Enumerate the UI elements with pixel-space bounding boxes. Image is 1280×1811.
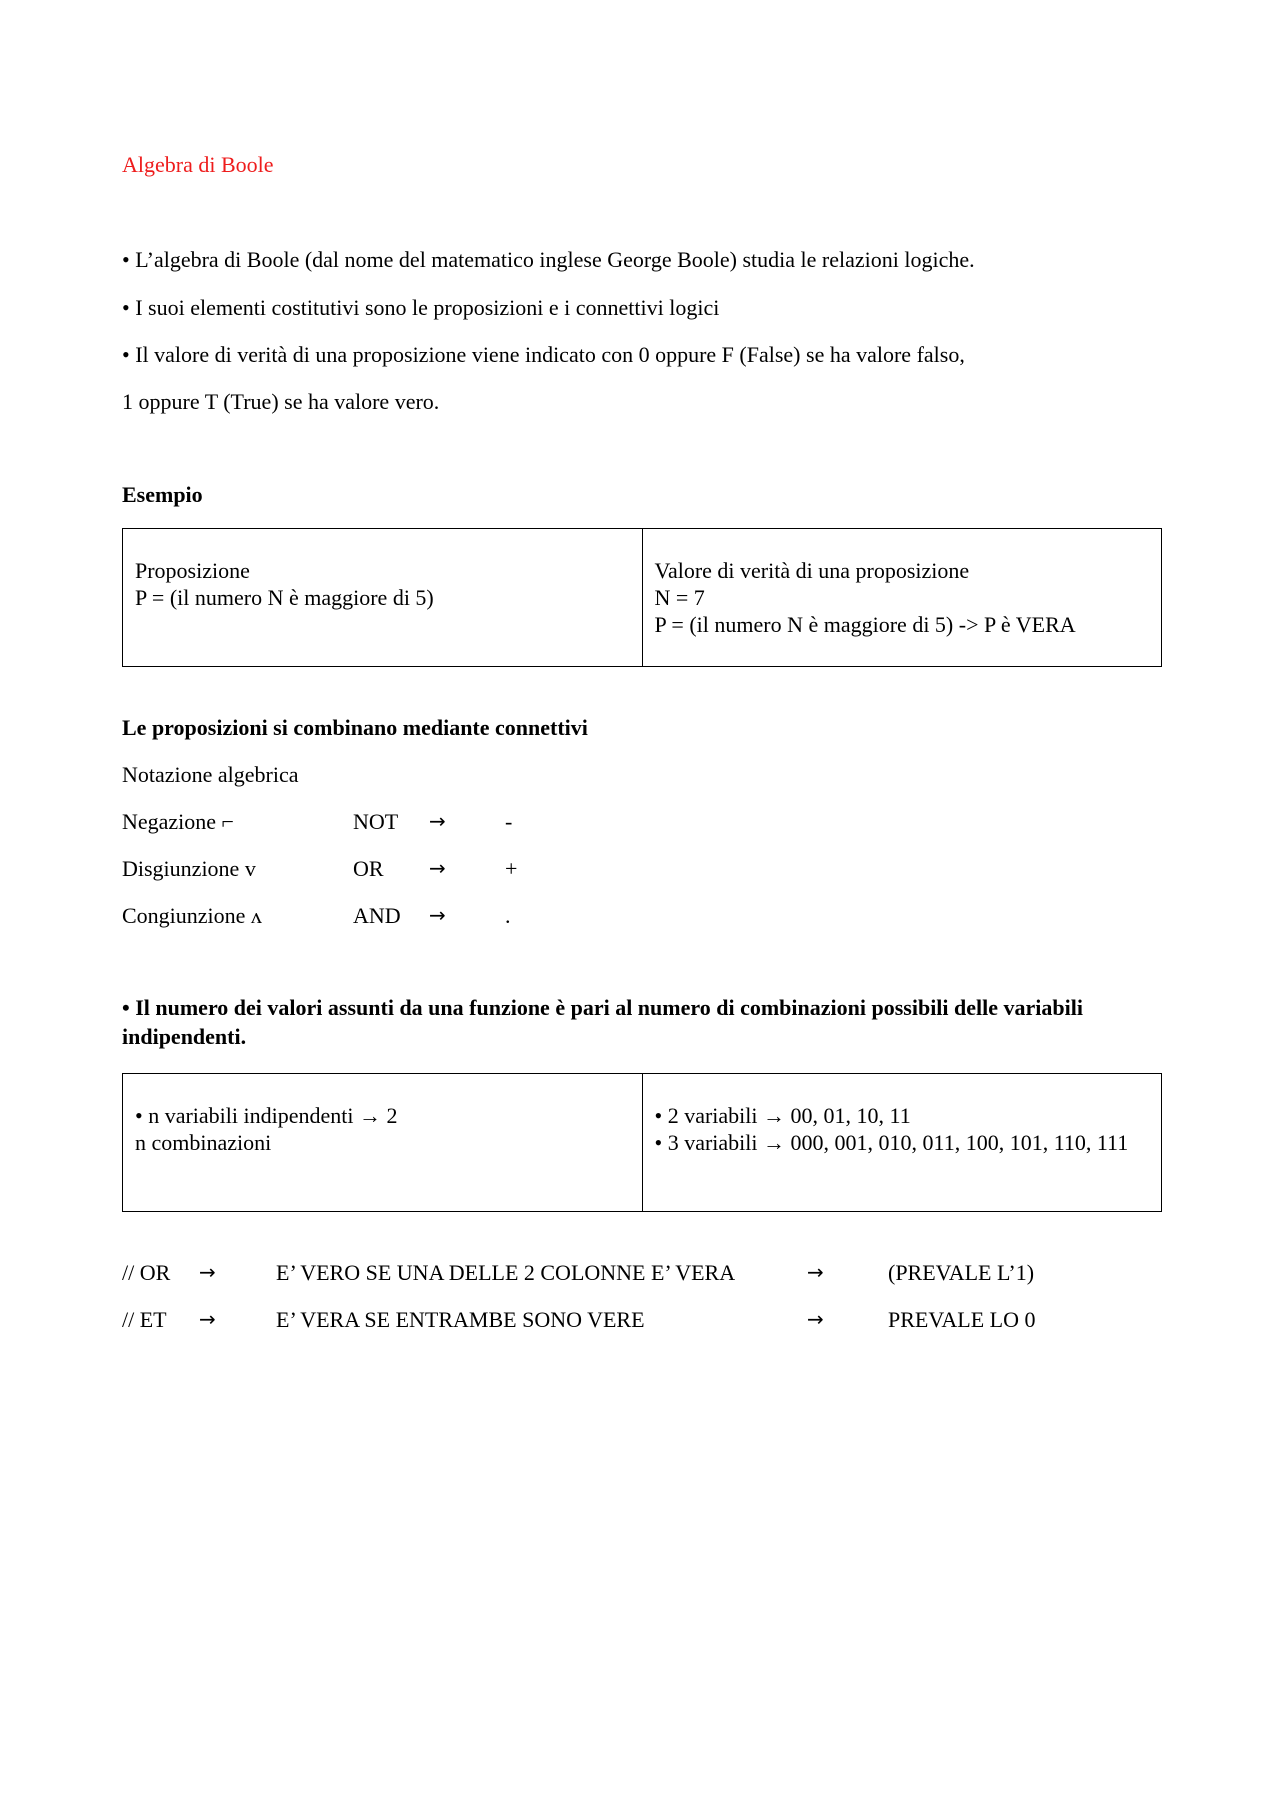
combinations-left-line-2: n combinazioni xyxy=(135,1130,272,1155)
notation-operator: NOT xyxy=(353,809,399,834)
notation-row-and xyxy=(122,903,722,933)
combinations-right-line-2: • 3 variabili → 000, 001, 010, 011, 100, 101, 110, 111 xyxy=(654,1130,1129,1155)
intro-line-3: • Il valore di verità di una proposizione viene indicato con 0 oppure F (False) se ha valore falso, xyxy=(122,342,965,367)
notation-operator: AND xyxy=(353,903,401,928)
notation-subheading: Notazione algebrica xyxy=(122,762,299,787)
notation-row-not xyxy=(122,809,722,839)
combinations-left-cell xyxy=(123,1074,642,1211)
page-title: Algebra di Boole xyxy=(122,152,274,177)
notation-label: Congiunzione ʌ xyxy=(122,903,262,928)
example-table xyxy=(122,528,1162,667)
notation-symbol: + xyxy=(505,856,518,881)
right-arrow-icon: → xyxy=(199,1260,216,1284)
combinations-right-cell xyxy=(642,1074,1162,1211)
rule-row-or xyxy=(122,1260,1122,1290)
rule-description: E’ VERA SE ENTRAMBE SONO VERE xyxy=(276,1307,645,1332)
combinations-statement: • Il numero dei valori assunti da una funzione è pari al numero di combinazioni possibili delle variabili indipendenti. xyxy=(122,995,1083,1049)
example-right-cell xyxy=(642,529,1162,666)
intro-line-2: • I suoi elementi costitutivi sono le proposizioni e i connettivi logici xyxy=(122,295,720,320)
combinations-table xyxy=(122,1073,1162,1212)
intro-line-1: • L’algebra di Boole (dal nome del matematico inglese George Boole) studia le relazioni logiche. xyxy=(122,247,975,272)
intro-line-4: 1 oppure T (True) se ha valore vero. xyxy=(122,389,440,414)
rule-row-et xyxy=(122,1307,1122,1337)
notation-symbol: . xyxy=(505,903,511,928)
example-left-line-1: Proposizione xyxy=(135,558,250,583)
notation-label: Negazione ⌐ xyxy=(122,809,234,834)
rule-label: // ET xyxy=(122,1307,167,1332)
right-arrow-icon: → xyxy=(807,1260,824,1284)
rule-result: PREVALE LO 0 xyxy=(888,1307,1036,1332)
right-arrow-icon: → xyxy=(429,809,446,833)
rule-label: // OR xyxy=(122,1260,171,1285)
example-right-line-3: P = (il numero N è maggiore di 5) -> P è VERA xyxy=(654,612,1076,637)
notation-label: Disgiunzione v xyxy=(122,856,256,881)
combinations-right-line-1: • 2 variabili → 00, 01, 10, 11 xyxy=(654,1103,911,1128)
rule-result: (PREVALE L’1) xyxy=(888,1260,1035,1285)
example-heading: Esempio xyxy=(122,482,203,507)
right-arrow-icon: → xyxy=(429,903,446,927)
example-right-line-2: N = 7 xyxy=(654,585,705,610)
notation-symbol: - xyxy=(505,809,513,834)
notation-row-or xyxy=(122,856,722,886)
right-arrow-icon: → xyxy=(429,856,446,880)
connectives-heading: Le proposizioni si combinano mediante connettivi xyxy=(122,715,588,740)
example-right-line-1: Valore di verità di una proposizione xyxy=(654,558,970,583)
rule-description: E’ VERO SE UNA DELLE 2 COLONNE E’ VERA xyxy=(276,1260,736,1285)
notation-operator: OR xyxy=(353,856,384,881)
example-left-line-2: P = (il numero N è maggiore di 5) xyxy=(135,585,434,610)
combinations-left-line-1: • n variabili indipendenti → 2 xyxy=(135,1103,398,1128)
example-left-cell xyxy=(123,529,642,666)
right-arrow-icon: → xyxy=(807,1307,824,1331)
right-arrow-icon: → xyxy=(199,1307,216,1331)
